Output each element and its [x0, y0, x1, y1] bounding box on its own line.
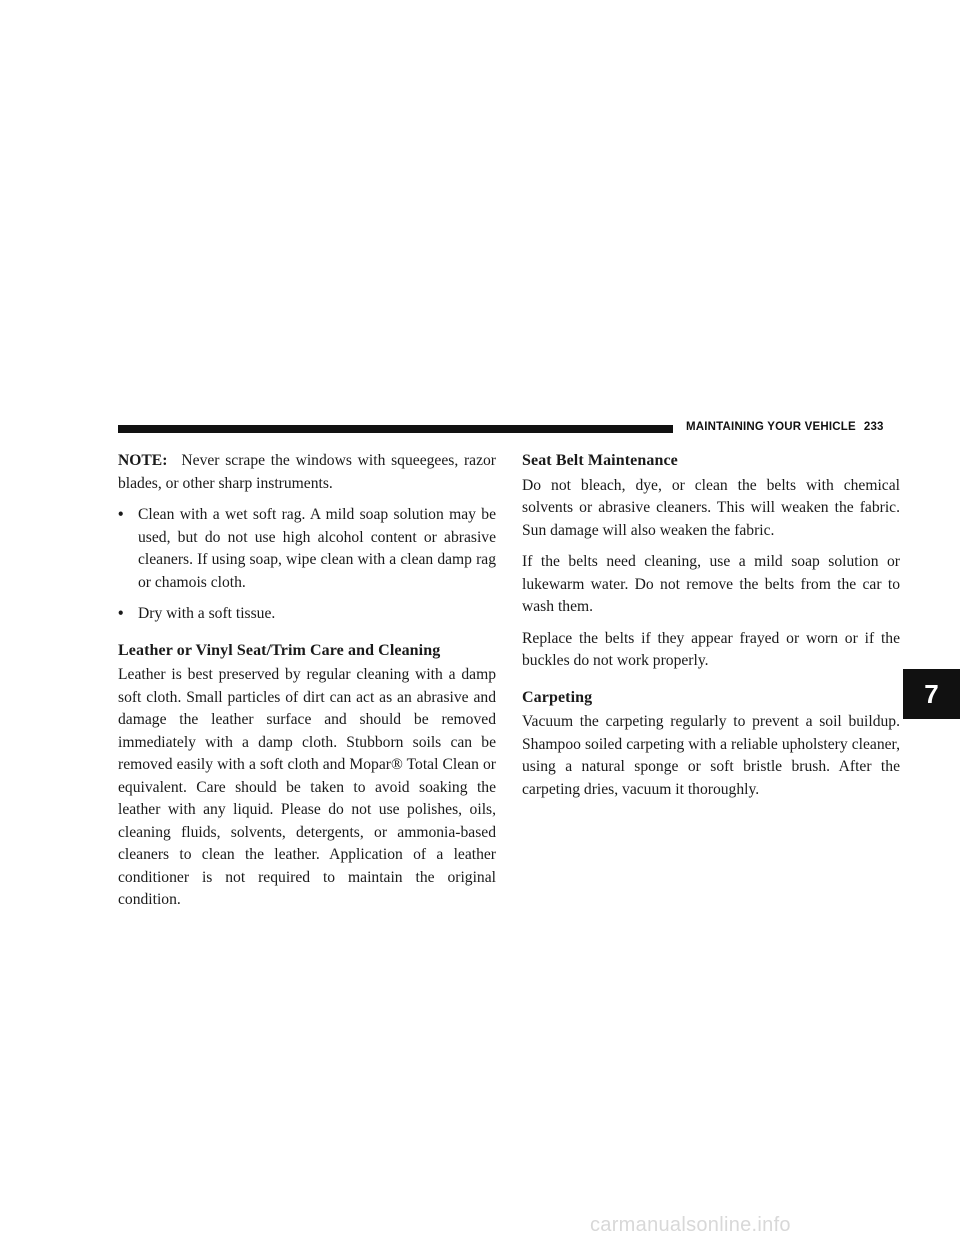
note-text: Never scrape the windows with squeegees, razor blades, or other sharp instruments.	[118, 452, 496, 492]
bullet-icon: •	[118, 506, 124, 523]
page-number: 233	[863, 421, 884, 433]
watermark: carmanualsonline.info	[590, 1214, 791, 1236]
header-rule	[118, 425, 673, 433]
list-item	[118, 504, 496, 594]
leather-paragraph: Leather is best preserved by regular cleaning with a damp soft cloth. Small particles of dirt can act as an abrasive and damage the leather surface and should be removed immediately with a damp cloth. Stubborn soils can be removed easily with a soft cloth and Mopar® Total Clean or equivalent. Care should be taken to avoid soaking the leather with any liquid. Please do not use polishes, oils, cleaning fluids, solvents, detergents, or ammonia-based cleaners to clean the leather. Application of a leather conditioner is not required to maintain the original condition.	[118, 666, 496, 908]
bullet-text: Clean with a wet soft rag. A mild soap solution may be used, but do not use high alcohol content or abrasive cleaners. If using soap, wipe clean with a clean damp rag or chamois cloth.	[138, 506, 496, 591]
carpeting-paragraph: Vacuum the carpeting regularly to prevent a soil buildup. Shampoo soiled carpeting with a reliable upholstery cleaner, using a natural sponge or soft bristle brush. After the carpeting dries, vacuum it thoroughly.	[522, 713, 900, 798]
left-column	[118, 450, 496, 921]
list-item	[118, 603, 496, 626]
note-label: NOTE:	[118, 452, 168, 469]
seatbelt-paragraph: If the belts need cleaning, use a mild soap solution or lukewarm water. Do not remove the belts from the car to wash them.	[522, 553, 900, 615]
seatbelt-heading: Seat Belt Maintenance	[522, 452, 678, 469]
cleaning-bullet-list	[118, 504, 496, 626]
chapter-tab: 7	[903, 669, 960, 719]
section-title: MAINTAINING YOUR VEHICLE	[686, 421, 856, 433]
seatbelt-paragraph: Replace the belts if they appear frayed or worn or if the buckles do not work properly.	[522, 629, 900, 669]
carpeting-heading: Carpeting	[522, 688, 593, 706]
bullet-icon: •	[118, 605, 124, 622]
running-header	[686, 421, 884, 433]
note-paragraph	[118, 450, 496, 495]
seatbelt-paragraph: Do not bleach, dye, or clean the belts with chemical solvents or abrasive cleaners. This will weaken the fabric. Sun damage will also weaken the fabric.	[522, 476, 900, 539]
right-column	[522, 450, 900, 810]
bullet-text: Dry with a soft tissue.	[138, 605, 276, 622]
leather-heading: Leather or Vinyl Seat/Trim Care and Cleaning	[118, 641, 441, 659]
